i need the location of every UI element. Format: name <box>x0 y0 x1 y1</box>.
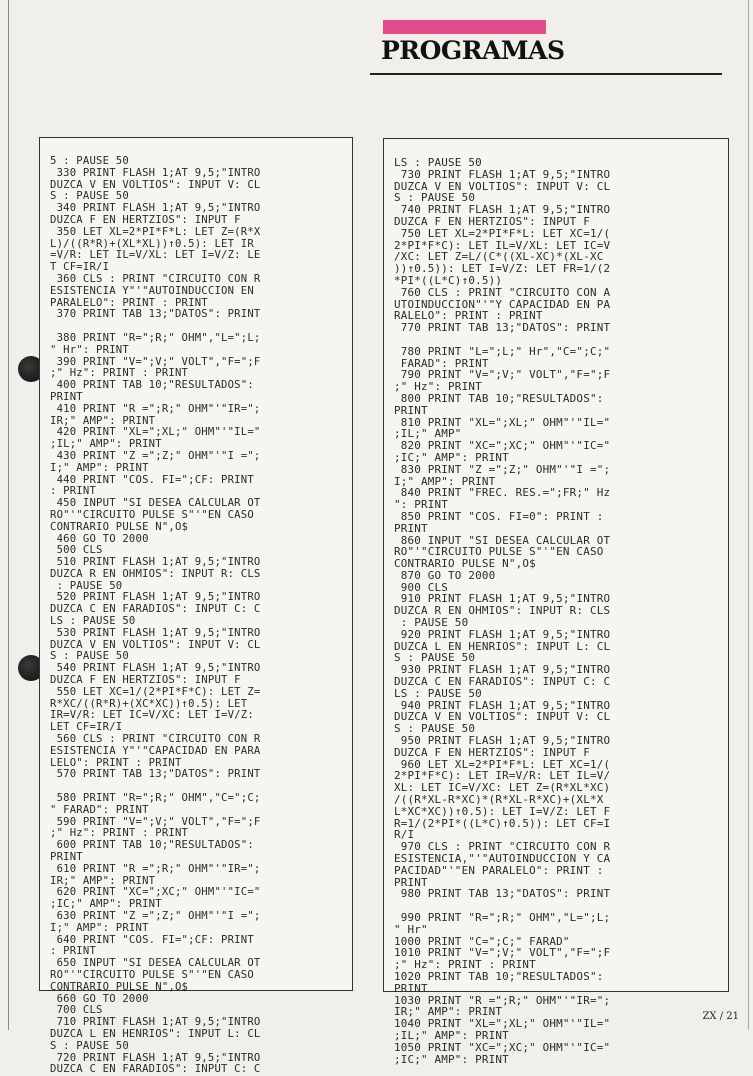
code-line: FARAD": PRINT <box>394 356 489 370</box>
code-line: I;" AMP": PRINT <box>50 461 149 474</box>
code-line: RO"'"CIRCUITO PULSE S"'"EN CASO <box>394 545 604 559</box>
code-line: : PRINT <box>50 945 97 958</box>
code-line: LET CF=IR/I <box>50 721 123 734</box>
code-line: 570 PRINT TAB 13;"DATOS": PRINT <box>50 768 261 781</box>
code-line: PRINT <box>50 851 83 864</box>
code-line: *PI*((L*C)↑0.5)) <box>394 273 503 287</box>
code-line: PRINT <box>50 390 83 403</box>
code-line: 1040 PRINT "XL=";XL;" OHM"'"IL=" <box>394 1017 611 1031</box>
code-line: 760 CLS : PRINT "CIRCUITO CON A <box>394 285 611 299</box>
code-line: S : PAUSE 50 <box>50 1039 129 1052</box>
code-line: : PAUSE 50 <box>50 579 123 592</box>
code-line: 440 PRINT "COS. FI=";CF: PRINT <box>50 473 254 486</box>
code-line: CONTRARIO PULSE N",O$ <box>50 980 189 993</box>
page-binding-edge <box>8 0 9 1030</box>
code-line: 5 : PAUSE 50 <box>50 155 129 167</box>
code-line: DUZCA C EN FARADIOS": INPUT C: C <box>50 603 261 616</box>
code-line: ;" Hz": PRINT <box>394 380 482 394</box>
code-line: 370 PRINT TAB 13;"DATOS": PRINT <box>50 308 261 321</box>
code-line: 450 INPUT "SI DESEA CALCULAR OT <box>50 497 261 510</box>
code-line: : PRINT <box>50 485 97 498</box>
code-line: 460 GO TO 2000 <box>50 532 149 545</box>
code-line: DUZCA V EN VOLTIOS": INPUT V: CL <box>394 179 611 193</box>
code-line: 800 PRINT TAB 10;"RESULTADOS": <box>394 391 604 405</box>
code-line: DUZCA F EN HERTZIOS": INPUT F <box>50 213 241 226</box>
code-line: IR;" AMP": PRINT <box>394 1005 503 1019</box>
code-line: LS : PAUSE 50 <box>394 686 482 700</box>
code-line: 820 PRINT "XC=";XC;" OHM"'"IC=" <box>394 439 611 453</box>
code-line: ESISTENCIA Y"'"CAPACIDAD EN PARA <box>50 744 261 757</box>
code-line: 430 PRINT "Z =";Z;" OHM"'"I ="; <box>50 449 261 462</box>
code-line: DUZCA F EN HERTZIOS": INPUT F <box>394 745 590 759</box>
code-line: IR=V/R: LET IC=V/XC: LET I=V/Z: <box>50 709 254 722</box>
code-line: I;" AMP": PRINT <box>50 921 149 934</box>
code-line <box>394 334 722 346</box>
code-line: 740 PRINT FLASH 1;AT 9,5;"INTRO <box>394 203 611 217</box>
code-line: 910 PRINT FLASH 1;AT 9,5;"INTRO <box>394 592 611 606</box>
code-line: ;IL;" AMP" <box>394 427 462 441</box>
code-line: 790 PRINT "V=";V;" VOLT","F=";F <box>394 368 611 382</box>
code-line: PARALELO": PRINT : PRINT <box>50 296 208 309</box>
code-line: I;" AMP": PRINT <box>394 474 496 488</box>
code-line: LS : PAUSE 50 <box>50 615 136 628</box>
code-line: /XC: LET Z=L/(C*((XL-XC)*(XL-XC <box>394 250 604 264</box>
code-line: 610 PRINT "R =";R;" OHM"'"IR="; <box>50 862 261 875</box>
code-line: 1020 PRINT TAB 10;"RESULTADOS": <box>394 969 604 983</box>
code-line: 860 INPUT "SI DESEA CALCULAR OT <box>394 533 611 547</box>
code-line: 850 PRINT "COS. FI=0": PRINT : <box>394 509 604 523</box>
code-line: R*XC/((R*R)+(XC*XC))↑0.5): LET <box>50 697 248 710</box>
code-line: 900 CLS <box>394 580 449 594</box>
code-line: PRINT <box>394 521 428 535</box>
code-line: 340 PRINT FLASH 1;AT 9,5;"INTRO <box>50 202 261 215</box>
code-line: : PAUSE 50 <box>394 616 469 630</box>
code-line: DUZCA V EN VOLTIOS": INPUT V: CL <box>50 638 261 651</box>
code-line: DUZCA L EN HENRIOS": INPUT L: CL <box>50 1027 261 1040</box>
code-line: 550 LET XC=1/(2*PI*F*C): LET Z= <box>50 685 261 698</box>
code-line: DUZCA R EN OHMIOS": INPUT R: CLS <box>50 567 261 580</box>
code-line: 950 PRINT FLASH 1;AT 9,5;"INTRO <box>394 734 611 748</box>
code-line: 420 PRINT "XL=";XL;" OHM"'"IL=" <box>50 426 261 439</box>
code-line: LS : PAUSE 50 <box>394 156 482 169</box>
code-line: CONTRARIO PULSE N",O$ <box>50 520 189 533</box>
page-right-edge <box>748 0 749 1030</box>
code-line: DUZCA L EN HENRIOS": INPUT L: CL <box>394 639 611 653</box>
code-line: 1010 PRINT "V=";V;" VOLT","F=";F <box>394 946 611 960</box>
page-number: ZX / 21 <box>702 1011 739 1022</box>
code-line: 590 PRINT "V=";V;" VOLT","F=";F <box>50 815 261 828</box>
code-line: " Hr" <box>394 922 428 936</box>
code-line: DUZCA F EN HERTZIOS": INPUT F <box>394 214 590 228</box>
code-line: 810 PRINT "XL=";XL;" OHM"'"IL=" <box>394 415 611 429</box>
code-line: ))↑0.5)): LET I=V/Z: LET FR=1/(2 <box>394 262 611 276</box>
code-line: " FARAD": PRINT <box>50 803 149 816</box>
code-line: 510 PRINT FLASH 1;AT 9,5;"INTRO <box>50 556 261 569</box>
code-line: " Hr": PRINT <box>50 343 129 356</box>
code-line: 560 CLS : PRINT "CIRCUITO CON R <box>50 733 261 746</box>
code-line: ;IL;" AMP": PRINT <box>50 438 162 451</box>
code-line: 830 PRINT "Z =";Z;" OHM"'"I ="; <box>394 462 611 476</box>
code-line: LELO": PRINT : PRINT <box>50 756 182 769</box>
code-line: L*XC*XC))↑0.5): LET I=V/Z: LET F <box>394 804 611 818</box>
code-line: 770 PRINT TAB 13;"DATOS": PRINT <box>394 321 611 335</box>
code-line: T CF=IR/I <box>50 261 110 274</box>
program-listing-panel-left <box>39 137 353 1076</box>
code-line: UTOINDUCCION"'"Y CAPACIDAD EN PA <box>394 297 611 311</box>
code-line: 330 PRINT FLASH 1;AT 9,5;"INTRO <box>50 166 261 179</box>
code-line: 600 PRINT TAB 10;"RESULTADOS": <box>50 839 254 852</box>
code-line: XL: LET IC=V/XC: LET Z=(R*XL*XC) <box>394 781 611 795</box>
code-line: R/I <box>394 828 415 842</box>
code-line: PACIDAD"'"EN PARALELO": PRINT : <box>394 863 604 877</box>
code-line: DUZCA V EN VOLTIOS": INPUT V: CL <box>50 178 261 191</box>
code-line: R=1/(2*PI*((L*C)↑0.5)): LET CF=I <box>394 816 611 830</box>
code-line: CONTRARIO PULSE N",O$ <box>394 557 536 571</box>
code-line: 380 PRINT "R=";R;" OHM","L=";L; <box>50 331 261 344</box>
code-line: RO"'"CIRCUITO PULSE S"'"EN CASO <box>50 968 254 981</box>
code-line: 500 CLS <box>50 544 103 557</box>
code-line: S : PAUSE 50 <box>394 651 476 665</box>
code-line: RO"'"CIRCUITO PULSE S"'"EN CASO <box>50 508 254 521</box>
code-line: 730 PRINT FLASH 1;AT 9,5;"INTRO <box>394 167 611 181</box>
code-line: 1030 PRINT "R =";R;" OHM"'"IR="; <box>394 993 611 1007</box>
code-line: S : PAUSE 50 <box>394 722 476 736</box>
code-line: ": PRINT <box>394 498 449 512</box>
section-accent-bar <box>383 20 546 34</box>
code-line: DUZCA F EN HERTZIOS": INPUT F <box>50 674 241 687</box>
code-line: PRINT <box>394 875 428 889</box>
code-line: 350 LET XL=2*PI*F*L: LET Z=(R*X <box>50 225 261 238</box>
code-line: IR;" AMP": PRINT <box>50 874 156 887</box>
code-line: ;IC;" AMP": PRINT <box>394 1052 509 1066</box>
code-line: ESISTENCIA,"'"AUTOINDUCCION Y CA <box>394 852 611 866</box>
code-line: 960 LET XL=2*PI*F*L: LET XC=1/( <box>394 757 611 771</box>
code-line: RALELO": PRINT : PRINT <box>394 309 543 323</box>
code-line: 2*PI*F*C): LET IR=V/R: LET IL=V/ <box>394 769 611 783</box>
code-line: 580 PRINT "R=";R;" OHM","C=";C; <box>50 792 261 805</box>
code-line: 400 PRINT TAB 10;"RESULTADOS": <box>50 379 254 392</box>
code-line: ;" Hz": PRINT : PRINT <box>50 367 189 380</box>
code-line: ;IL;" AMP": PRINT <box>394 1028 509 1042</box>
code-line: 620 PRINT "XC=";XC;" OHM"'"IC=" <box>50 886 261 899</box>
code-line: L)/((R*R)+(XL*XL))↑0.5): LET IR <box>50 237 254 250</box>
code-line: 650 INPUT "SI DESEA CALCULAR OT <box>50 957 261 970</box>
section-title-rule <box>370 73 722 75</box>
code-listing-left <box>50 155 346 1076</box>
code-line: 720 PRINT FLASH 1;AT 9,5;"INTRO <box>50 1051 261 1064</box>
code-line: 1050 PRINT "XC=";XC;" OHM"'"IC=" <box>394 1040 611 1054</box>
code-line: 540 PRINT FLASH 1;AT 9,5;"INTRO <box>50 662 261 675</box>
code-line: IR;" AMP": PRINT <box>50 414 156 427</box>
code-line: 710 PRINT FLASH 1;AT 9,5;"INTRO <box>50 1016 261 1029</box>
code-line: ;" Hz": PRINT : PRINT <box>394 958 536 972</box>
code-line: 750 LET XL=2*PI*F*L: LET XC=1/( <box>394 226 611 240</box>
code-line: 930 PRINT FLASH 1;AT 9,5;"INTRO <box>394 663 611 677</box>
code-line: PRINT <box>394 981 428 995</box>
code-line: ;" Hz": PRINT : PRINT <box>50 827 189 840</box>
code-line: 940 PRINT FLASH 1;AT 9,5;"INTRO <box>394 698 611 712</box>
code-line: ;IC;" AMP": PRINT <box>50 898 162 911</box>
code-line: S : PAUSE 50 <box>50 190 129 203</box>
code-line: ;IC;" AMP": PRINT <box>394 450 509 464</box>
code-line: 700 CLS <box>50 1004 103 1017</box>
code-line: 360 CLS : PRINT "CIRCUITO CON R <box>50 272 261 285</box>
code-line: 920 PRINT FLASH 1;AT 9,5;"INTRO <box>394 627 611 641</box>
code-line: 980 PRINT TAB 13;"DATOS": PRINT <box>394 887 611 901</box>
code-line: S : PAUSE 50 <box>394 191 476 205</box>
code-line: 410 PRINT "R =";R;" OHM"'"IR="; <box>50 402 261 415</box>
code-line: DUZCA R EN OHMIOS": INPUT R: CLS <box>394 604 611 618</box>
code-line: 520 PRINT FLASH 1;AT 9,5;"INTRO <box>50 591 261 604</box>
code-line: S : PAUSE 50 <box>50 650 129 663</box>
code-line: PRINT <box>394 403 428 417</box>
code-line: 660 GO TO 2000 <box>50 992 149 1005</box>
code-line: 780 PRINT "L=";L;" Hr","C=";C;" <box>394 344 611 358</box>
code-line: 870 GO TO 2000 <box>394 568 496 582</box>
code-line: 840 PRINT "FREC. RES.=";FR;" Hz <box>394 486 611 500</box>
code-line: =V/R: LET IL=V/XL: LET I=V/Z: LE <box>50 249 261 262</box>
code-line: /((R*XL-R*XC)*(R*XL-R*XC)+(XL*X <box>394 793 604 807</box>
code-line: ESISTENCIA Y"'"AUTOINDUCCION EN <box>50 284 254 297</box>
code-line: 390 PRINT "V=";V;" VOLT","F=";F <box>50 355 261 368</box>
code-line: 630 PRINT "Z =";Z;" OHM"'"I ="; <box>50 910 261 922</box>
code-line: 990 PRINT "R=";R;" OHM","L=";L; <box>394 911 611 924</box>
code-line: DUZCA V EN VOLTIOS": INPUT V: CL <box>394 710 611 724</box>
code-line: 970 CLS : PRINT "CIRCUITO CON R <box>394 840 611 854</box>
code-line: 2*PI*F*C): LET IL=V/XL: LET IC=V <box>394 238 611 252</box>
section-title: PROGRAMAS <box>381 36 565 65</box>
code-line: 530 PRINT FLASH 1;AT 9,5;"INTRO <box>50 626 261 639</box>
code-line: DUZCA C EN FARADIOS": INPUT C: C <box>50 1063 261 1076</box>
code-line: 640 PRINT "COS. FI=";CF: PRINT <box>50 933 254 946</box>
code-line: DUZCA C EN FARADIOS": INPUT C: C <box>394 675 611 689</box>
code-line: 1000 PRINT "C=";C;" FARAD" <box>394 934 570 948</box>
